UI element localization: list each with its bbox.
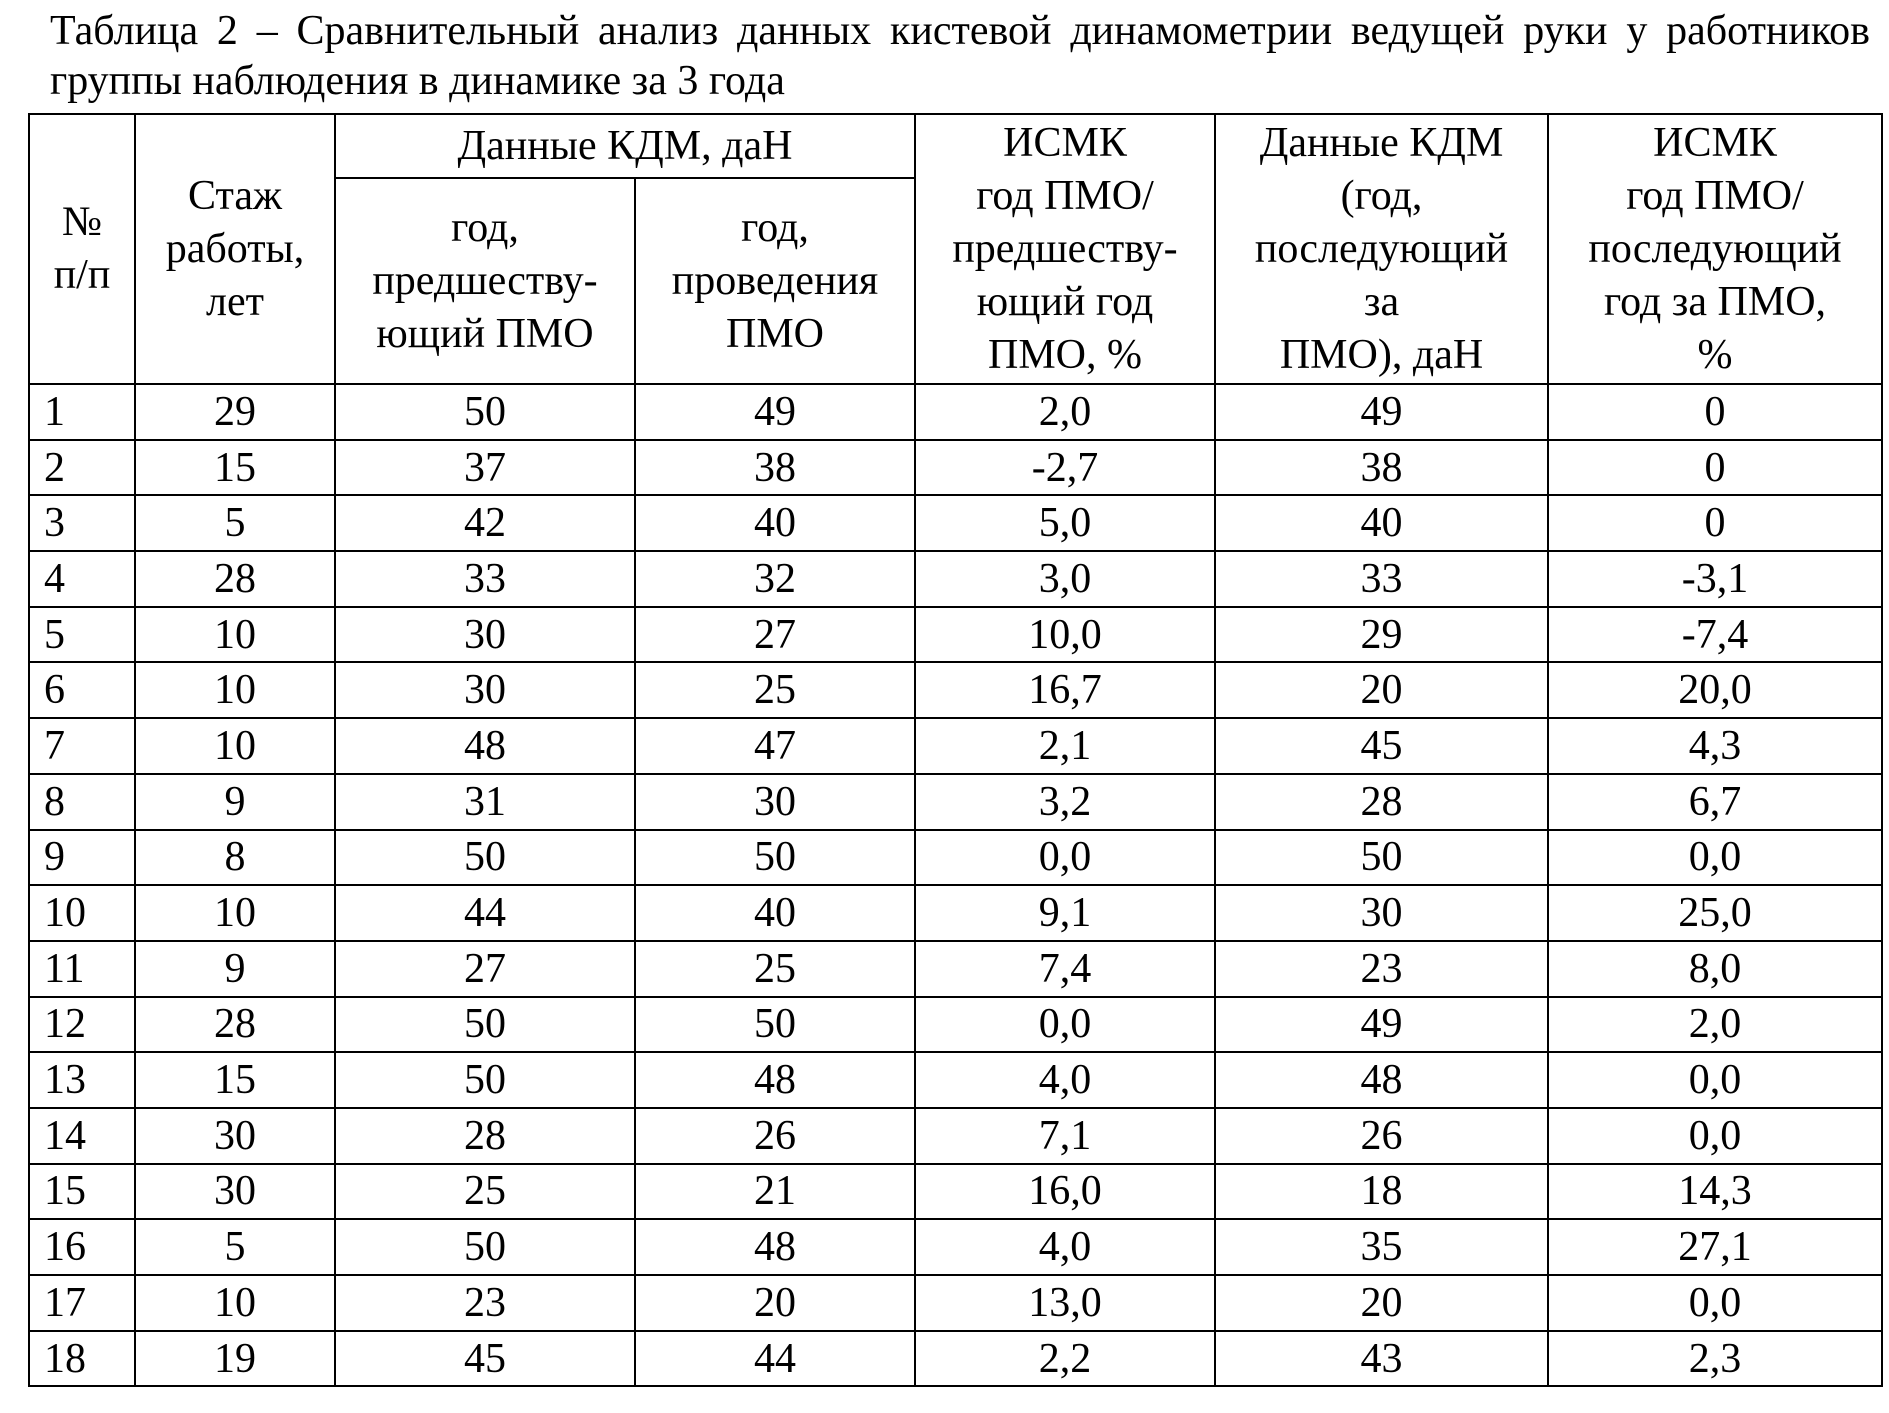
header-kdm-group: Данные КДМ, даН [335, 114, 915, 178]
cell-ismk-next: 2,0 [1548, 997, 1882, 1053]
cell-work-experience: 9 [135, 941, 335, 997]
cell-kdm-next-year: 28 [1215, 774, 1548, 830]
table-row [29, 1164, 1882, 1220]
table-row [29, 718, 1882, 774]
cell-kdm-next-year: 33 [1215, 551, 1548, 607]
cell-number: 2 [29, 440, 135, 496]
cell-ismk-prev: 10,0 [915, 607, 1215, 663]
cell-kdm-pmo-year: 40 [635, 495, 915, 551]
cell-kdm-pmo-year: 32 [635, 551, 915, 607]
cell-ismk-next: 0,0 [1548, 1052, 1882, 1108]
header-ismk-next: ИСМК год ПМО/ последующий год за ПМО, % [1548, 114, 1882, 384]
cell-kdm-pmo-year: 47 [635, 718, 915, 774]
cell-ismk-prev: 13,0 [915, 1275, 1215, 1331]
table-caption: Таблица 2 – Сравнительный анализ данных кистевой динамометрии ведущей руки у работников группы наблюдения в динамике за 3 года [50, 8, 1870, 104]
cell-ismk-next: 0 [1548, 384, 1882, 440]
cell-kdm-next-year: 40 [1215, 495, 1548, 551]
cell-work-experience: 10 [135, 718, 335, 774]
cell-kdm-next-year: 30 [1215, 885, 1548, 941]
cell-number: 5 [29, 607, 135, 663]
cell-work-experience: 9 [135, 774, 335, 830]
cell-number: 13 [29, 1052, 135, 1108]
cell-work-experience: 10 [135, 662, 335, 718]
table-row [29, 774, 1882, 830]
cell-number: 16 [29, 1219, 135, 1275]
header-number: № п/п [29, 114, 135, 384]
cell-kdm-pmo-year: 30 [635, 774, 915, 830]
table-row [29, 1275, 1882, 1331]
cell-ismk-next: 27,1 [1548, 1219, 1882, 1275]
cell-ismk-prev: 16,0 [915, 1164, 1215, 1220]
cell-number: 11 [29, 941, 135, 997]
cell-kdm-prev-year: 31 [335, 774, 635, 830]
cell-ismk-prev: 5,0 [915, 495, 1215, 551]
cell-kdm-prev-year: 45 [335, 1331, 635, 1387]
table-row [29, 662, 1882, 718]
header-kdm-prev-year: год, предшеству- ющий ПМО [335, 178, 635, 384]
cell-kdm-pmo-year: 50 [635, 997, 915, 1053]
cell-kdm-prev-year: 44 [335, 885, 635, 941]
cell-number: 17 [29, 1275, 135, 1331]
cell-number: 8 [29, 774, 135, 830]
header-work-experience: Стаж работы, лет [135, 114, 335, 384]
header-ismk-prev: ИСМК год ПМО/ предшеству- ющий год ПМО, % [915, 114, 1215, 384]
cell-number: 10 [29, 885, 135, 941]
table-body [29, 384, 1882, 1386]
cell-ismk-next: 14,3 [1548, 1164, 1882, 1220]
cell-ismk-next: 8,0 [1548, 941, 1882, 997]
cell-work-experience: 10 [135, 1275, 335, 1331]
table-row [29, 1052, 1882, 1108]
cell-kdm-prev-year: 33 [335, 551, 635, 607]
cell-kdm-pmo-year: 48 [635, 1219, 915, 1275]
cell-kdm-next-year: 35 [1215, 1219, 1548, 1275]
cell-ismk-next: 0 [1548, 440, 1882, 496]
cell-ismk-next: 4,3 [1548, 718, 1882, 774]
cell-kdm-next-year: 49 [1215, 384, 1548, 440]
cell-ismk-next: 25,0 [1548, 885, 1882, 941]
cell-ismk-next: 0,0 [1548, 830, 1882, 886]
cell-number: 18 [29, 1331, 135, 1387]
cell-ismk-next: 0 [1548, 495, 1882, 551]
cell-work-experience: 19 [135, 1331, 335, 1387]
header-row-1 [29, 114, 1882, 178]
cell-kdm-prev-year: 25 [335, 1164, 635, 1220]
cell-kdm-prev-year: 30 [335, 662, 635, 718]
cell-kdm-pmo-year: 25 [635, 941, 915, 997]
cell-kdm-pmo-year: 40 [635, 885, 915, 941]
cell-kdm-pmo-year: 38 [635, 440, 915, 496]
cell-kdm-pmo-year: 25 [635, 662, 915, 718]
table-row [29, 607, 1882, 663]
cell-kdm-pmo-year: 21 [635, 1164, 915, 1220]
cell-ismk-prev: 16,7 [915, 662, 1215, 718]
cell-kdm-prev-year: 50 [335, 384, 635, 440]
cell-ismk-next: 0,0 [1548, 1275, 1882, 1331]
cell-work-experience: 15 [135, 440, 335, 496]
cell-kdm-prev-year: 50 [335, 1052, 635, 1108]
cell-kdm-prev-year: 50 [335, 1219, 635, 1275]
cell-ismk-prev: 2,2 [915, 1331, 1215, 1387]
cell-work-experience: 10 [135, 607, 335, 663]
cell-number: 14 [29, 1108, 135, 1164]
cell-ismk-next: 0,0 [1548, 1108, 1882, 1164]
cell-kdm-prev-year: 37 [335, 440, 635, 496]
cell-work-experience: 10 [135, 885, 335, 941]
cell-kdm-next-year: 23 [1215, 941, 1548, 997]
cell-kdm-prev-year: 50 [335, 830, 635, 886]
cell-work-experience: 29 [135, 384, 335, 440]
cell-ismk-prev: 4,0 [915, 1219, 1215, 1275]
header-kdm-pmo-year: год, проведения ПМО [635, 178, 915, 384]
cell-kdm-prev-year: 23 [335, 1275, 635, 1331]
cell-kdm-prev-year: 28 [335, 1108, 635, 1164]
table-row [29, 440, 1882, 496]
table-row [29, 495, 1882, 551]
cell-kdm-next-year: 43 [1215, 1331, 1548, 1387]
table-row [29, 551, 1882, 607]
cell-ismk-next: 6,7 [1548, 774, 1882, 830]
cell-kdm-prev-year: 27 [335, 941, 635, 997]
cell-ismk-prev: 2,1 [915, 718, 1215, 774]
cell-number: 4 [29, 551, 135, 607]
cell-kdm-prev-year: 48 [335, 718, 635, 774]
table-row [29, 830, 1882, 886]
cell-kdm-prev-year: 50 [335, 997, 635, 1053]
cell-ismk-prev: 7,4 [915, 941, 1215, 997]
cell-kdm-prev-year: 42 [335, 495, 635, 551]
cell-work-experience: 28 [135, 997, 335, 1053]
cell-number: 12 [29, 997, 135, 1053]
cell-kdm-pmo-year: 27 [635, 607, 915, 663]
cell-number: 7 [29, 718, 135, 774]
table-header [29, 114, 1882, 384]
cell-kdm-next-year: 45 [1215, 718, 1548, 774]
cell-ismk-prev: 7,1 [915, 1108, 1215, 1164]
cell-work-experience: 30 [135, 1164, 335, 1220]
table-row [29, 997, 1882, 1053]
cell-ismk-next: -3,1 [1548, 551, 1882, 607]
cell-work-experience: 5 [135, 495, 335, 551]
table-row [29, 941, 1882, 997]
table-row [29, 1108, 1882, 1164]
cell-kdm-next-year: 50 [1215, 830, 1548, 886]
cell-number: 3 [29, 495, 135, 551]
cell-ismk-next: 2,3 [1548, 1331, 1882, 1387]
cell-ismk-prev: 2,0 [915, 384, 1215, 440]
cell-kdm-next-year: 18 [1215, 1164, 1548, 1220]
cell-kdm-pmo-year: 26 [635, 1108, 915, 1164]
cell-kdm-next-year: 29 [1215, 607, 1548, 663]
cell-kdm-next-year: 38 [1215, 440, 1548, 496]
cell-ismk-next: 20,0 [1548, 662, 1882, 718]
cell-ismk-prev: 0,0 [915, 997, 1215, 1053]
cell-ismk-prev: 4,0 [915, 1052, 1215, 1108]
cell-work-experience: 8 [135, 830, 335, 886]
cell-number: 6 [29, 662, 135, 718]
cell-kdm-pmo-year: 50 [635, 830, 915, 886]
cell-ismk-prev: 9,1 [915, 885, 1215, 941]
cell-ismk-prev: -2,7 [915, 440, 1215, 496]
cell-work-experience: 28 [135, 551, 335, 607]
cell-kdm-pmo-year: 44 [635, 1331, 915, 1387]
cell-work-experience: 30 [135, 1108, 335, 1164]
cell-number: 1 [29, 384, 135, 440]
cell-kdm-next-year: 48 [1215, 1052, 1548, 1108]
cell-ismk-next: -7,4 [1548, 607, 1882, 663]
cell-kdm-next-year: 20 [1215, 662, 1548, 718]
cell-kdm-pmo-year: 48 [635, 1052, 915, 1108]
cell-kdm-next-year: 20 [1215, 1275, 1548, 1331]
cell-work-experience: 15 [135, 1052, 335, 1108]
dynamometry-table [28, 113, 1883, 1387]
cell-kdm-next-year: 49 [1215, 997, 1548, 1053]
cell-ismk-prev: 3,0 [915, 551, 1215, 607]
cell-kdm-next-year: 26 [1215, 1108, 1548, 1164]
table-row [29, 1219, 1882, 1275]
header-kdm-next: Данные КДМ (год, последующий за ПМО), даН [1215, 114, 1548, 384]
table-row [29, 1331, 1882, 1387]
table-row [29, 885, 1882, 941]
cell-number: 15 [29, 1164, 135, 1220]
cell-ismk-prev: 3,2 [915, 774, 1215, 830]
cell-number: 9 [29, 830, 135, 886]
cell-kdm-pmo-year: 49 [635, 384, 915, 440]
table-row [29, 384, 1882, 440]
cell-kdm-pmo-year: 20 [635, 1275, 915, 1331]
cell-ismk-prev: 0,0 [915, 830, 1215, 886]
cell-kdm-prev-year: 30 [335, 607, 635, 663]
cell-work-experience: 5 [135, 1219, 335, 1275]
